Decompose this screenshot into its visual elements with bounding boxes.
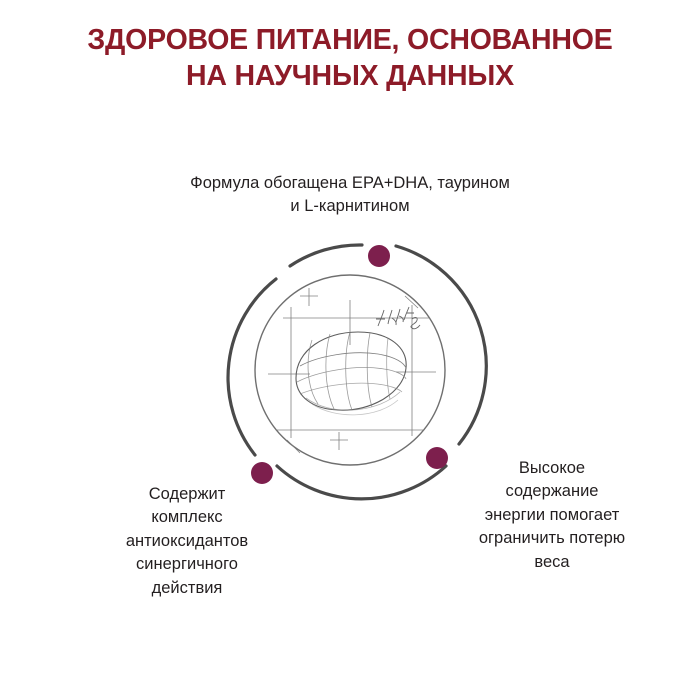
label-high-energy-line-5: веса — [534, 552, 570, 571]
label-antioxidants-line-2: комплекс — [151, 508, 223, 527]
kibble-sketch — [268, 288, 436, 453]
label-antioxidants — [62, 483, 312, 600]
label-high-energy-line-2: содержание — [505, 482, 599, 501]
page-title-line-2: НА НАУЧНЫХ ДАННЫХ — [186, 60, 514, 93]
label-high-energy-line-1: Высокое — [518, 459, 586, 477]
dot-top — [368, 245, 390, 267]
caption-top-line-2: и L-карнитином — [290, 197, 410, 216]
label-high-energy-line-4: ограничить потерю — [478, 529, 626, 548]
label-antioxidants-line-3: антиоксидантов — [125, 531, 249, 550]
label-antioxidants-line-1: Содержит — [148, 485, 226, 503]
dot-left — [251, 462, 273, 484]
label-high-energy-line-3: энергии помогает — [484, 505, 620, 524]
dot-right — [426, 447, 448, 469]
page-title-line-1: ЗДОРОВОЕ ПИТАНИЕ, ОСНОВАННОЕ — [87, 24, 613, 56]
label-antioxidants-line-5: действия — [151, 578, 223, 597]
caption-top-line-1: Формула обогащена EPA+DHA, таурином — [190, 174, 510, 192]
label-antioxidants-line-4: синергичного — [136, 555, 238, 574]
label-high-energy — [452, 457, 652, 574]
